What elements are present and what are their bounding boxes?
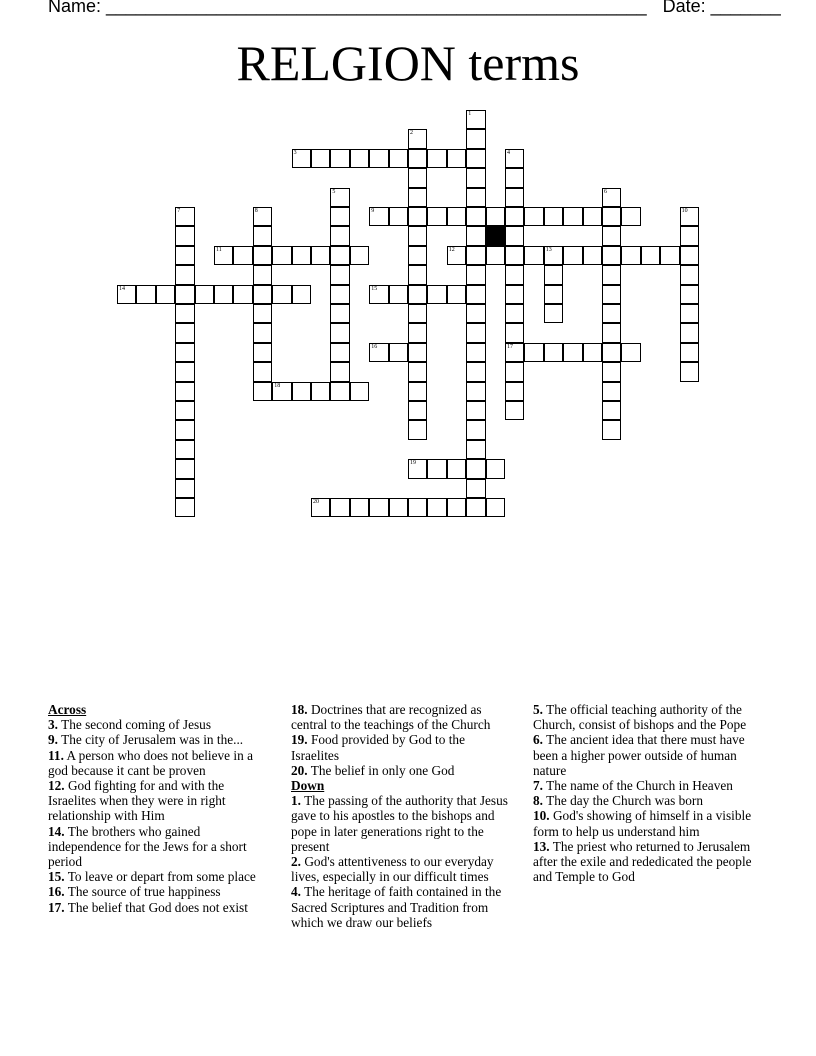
grid-cell[interactable] xyxy=(156,285,175,304)
grid-cell[interactable] xyxy=(175,246,194,265)
grid-cell[interactable] xyxy=(408,459,427,478)
clue-across-9: 9. The city of Jerusalem was in the... xyxy=(48,732,244,748)
grid-cell[interactable] xyxy=(466,226,485,245)
grid-cell[interactable] xyxy=(292,149,311,168)
clue-down-4: 4. The heritage of faith contained in the Sacred Scriptures and Tradition from which we draw our beliefs xyxy=(291,884,502,930)
grid-cell[interactable] xyxy=(447,498,466,517)
grid-cell[interactable] xyxy=(330,285,349,304)
grid-cell[interactable] xyxy=(680,246,699,265)
black-cell xyxy=(486,226,505,245)
grid-cell[interactable] xyxy=(253,207,272,226)
page-title: RELGION terms xyxy=(236,35,580,91)
grid-cell[interactable] xyxy=(253,362,272,381)
grid-cell[interactable] xyxy=(602,246,621,265)
clue-number: 15 xyxy=(371,285,378,292)
grid-cell[interactable] xyxy=(369,207,388,226)
grid-cell[interactable] xyxy=(524,207,543,226)
grid-cell[interactable] xyxy=(486,207,505,226)
grid-cell[interactable] xyxy=(427,207,446,226)
grid-cell[interactable] xyxy=(330,382,349,401)
grid-cell[interactable] xyxy=(175,207,194,226)
grid-cell[interactable] xyxy=(214,246,233,265)
grid-cell[interactable] xyxy=(447,285,466,304)
grid-cell[interactable] xyxy=(505,188,524,207)
grid-cell[interactable] xyxy=(408,285,427,304)
grid-cell[interactable] xyxy=(408,420,427,439)
clue-number: 16 xyxy=(371,343,378,350)
grid-cell[interactable] xyxy=(505,362,524,381)
grid-cell[interactable] xyxy=(408,401,427,420)
grid-cell[interactable] xyxy=(408,188,427,207)
clue-number: 17 xyxy=(507,343,513,350)
grid-cell[interactable] xyxy=(621,343,640,362)
date-field[interactable]: Date: _______ xyxy=(662,0,781,16)
grid-cell[interactable] xyxy=(524,246,543,265)
grid-cell[interactable] xyxy=(233,246,252,265)
grid-cell[interactable] xyxy=(175,420,194,439)
clue-number: 9 xyxy=(371,208,375,214)
grid-cell[interactable] xyxy=(311,246,330,265)
grid-cell[interactable] xyxy=(544,207,563,226)
grid-cell[interactable] xyxy=(466,149,485,168)
name-field[interactable]: Name: ______________________________________________________ xyxy=(48,0,647,16)
clue-number: 13 xyxy=(545,246,552,253)
clue-across-11: 11. A person who does not believe in a god because it cant be proven xyxy=(48,747,253,778)
grid-cell[interactable] xyxy=(466,304,485,323)
clue-number: 5 xyxy=(332,188,336,195)
grid-cell[interactable] xyxy=(117,285,136,304)
grid-cell[interactable] xyxy=(466,498,485,517)
grid-cell[interactable] xyxy=(466,285,485,304)
grid-cell[interactable] xyxy=(466,188,485,207)
grid-cell[interactable] xyxy=(563,343,582,362)
grid-cell[interactable] xyxy=(427,459,446,478)
grid-cell[interactable] xyxy=(563,246,582,265)
clues-column-3 xyxy=(533,702,765,884)
grid-cell[interactable] xyxy=(272,285,291,304)
grid-cell[interactable] xyxy=(505,226,524,245)
grid-cell[interactable] xyxy=(583,343,602,362)
grid-cell[interactable] xyxy=(330,207,349,226)
grid-cell[interactable] xyxy=(311,382,330,401)
clue-number: 7 xyxy=(177,208,181,214)
grid-cell[interactable] xyxy=(602,226,621,245)
grid-cell[interactable] xyxy=(253,382,272,401)
down-heading: Down xyxy=(291,778,325,794)
grid-cell[interactable] xyxy=(505,323,524,342)
clue-number: 2 xyxy=(410,130,413,137)
grid-cell[interactable] xyxy=(680,323,699,342)
clue-number: 20 xyxy=(313,499,319,505)
grid-cell[interactable] xyxy=(214,285,233,304)
grid-cell[interactable] xyxy=(330,188,349,207)
grid-cell[interactable] xyxy=(175,265,194,284)
grid-cell[interactable] xyxy=(253,343,272,362)
grid-cell[interactable] xyxy=(330,362,349,381)
grid-cell[interactable] xyxy=(408,343,427,362)
grid-cell[interactable] xyxy=(330,498,349,517)
grid-cell[interactable] xyxy=(389,207,408,226)
grid-cell[interactable] xyxy=(563,207,582,226)
grid-cell[interactable] xyxy=(350,246,369,265)
clue-across-18: 18. Doctrines that are recognized as central to the teachings of the Church xyxy=(291,702,491,733)
grid-cell[interactable] xyxy=(389,149,408,168)
grid-cell[interactable] xyxy=(680,207,699,226)
clue-across-14: 14. The brothers who gained independence for the Jews for a short period xyxy=(48,823,247,870)
grid-cell[interactable] xyxy=(641,246,660,265)
across-heading: Across xyxy=(48,702,87,717)
grid-cell[interactable] xyxy=(466,110,485,129)
grid-cell[interactable] xyxy=(350,498,369,517)
grid-cell[interactable] xyxy=(680,343,699,362)
clue-number: 1 xyxy=(468,111,472,117)
grid-cell[interactable] xyxy=(505,207,524,226)
grid-cell[interactable] xyxy=(272,382,291,401)
grid-cell[interactable] xyxy=(408,226,427,245)
clue-across-16: 16. The source of true happiness xyxy=(48,884,221,900)
grid-cell[interactable] xyxy=(427,285,446,304)
grid-cell[interactable] xyxy=(330,149,349,168)
grid-cell[interactable] xyxy=(175,479,194,498)
grid-cell[interactable] xyxy=(330,246,349,265)
clue-number: 11 xyxy=(216,246,222,253)
clue-down-1: 1. The passing of the authority that Jesus gave to his apostles to the bishops and pope in later generations right to the present xyxy=(291,793,508,854)
grid-cell[interactable] xyxy=(253,246,272,265)
grid-cell[interactable] xyxy=(466,265,485,284)
grid-cell[interactable] xyxy=(524,343,543,362)
clue-down-13: 13. The priest who returned to Jerusalem after the exile and rededicated the people and Temple to God xyxy=(533,838,752,885)
grid-cell[interactable] xyxy=(389,343,408,362)
clue-down-2: 2. God's attentiveness to our everyday lives, especially in our difficult times xyxy=(291,854,494,885)
grid-cell[interactable] xyxy=(583,207,602,226)
grid-cell[interactable] xyxy=(486,246,505,265)
grid-cell[interactable] xyxy=(330,343,349,362)
grid-cell[interactable] xyxy=(544,265,563,284)
grid-cell[interactable] xyxy=(175,226,194,245)
clues-column-1 xyxy=(48,702,273,915)
grid-cell[interactable] xyxy=(369,285,388,304)
grid-cell[interactable] xyxy=(544,343,563,362)
grid-cell[interactable] xyxy=(466,440,485,459)
clue-down-8: 8. The day the Church was born xyxy=(533,793,704,809)
grid-cell[interactable] xyxy=(486,459,505,478)
grid-cell[interactable] xyxy=(602,323,621,342)
grid-cell[interactable] xyxy=(466,323,485,342)
grid-cell[interactable] xyxy=(466,401,485,420)
clue-number: 12 xyxy=(448,246,455,253)
grid-cell[interactable] xyxy=(680,285,699,304)
grid-cell[interactable] xyxy=(311,498,330,517)
grid-cell[interactable] xyxy=(408,498,427,517)
grid-cell[interactable] xyxy=(253,265,272,284)
grid-cell[interactable] xyxy=(292,246,311,265)
grid-cell[interactable] xyxy=(272,246,291,265)
clue-number: 10 xyxy=(681,208,688,214)
grid-cell[interactable] xyxy=(466,382,485,401)
grid-cell[interactable] xyxy=(175,498,194,517)
grid-cell[interactable] xyxy=(175,304,194,323)
grid-cell[interactable] xyxy=(466,246,485,265)
grid-cell[interactable] xyxy=(621,246,640,265)
clue-number: 19 xyxy=(410,460,416,467)
grid-cell[interactable] xyxy=(175,401,194,420)
grid-cell[interactable] xyxy=(466,207,485,226)
grid-cell[interactable] xyxy=(505,343,524,362)
grid-cell[interactable] xyxy=(486,498,505,517)
grid-cell[interactable] xyxy=(466,362,485,381)
grid-cell[interactable] xyxy=(389,285,408,304)
grid-cell[interactable] xyxy=(602,401,621,420)
grid-cell[interactable] xyxy=(427,498,446,517)
grid-cell[interactable] xyxy=(505,401,524,420)
clue-across-12: 12. God fighting for and with the Israelites when they were in right relationship with Him xyxy=(48,778,226,824)
grid-cell[interactable] xyxy=(408,323,427,342)
grid-cell[interactable] xyxy=(544,246,563,265)
grid-cell[interactable] xyxy=(369,343,388,362)
grid-cell[interactable] xyxy=(680,226,699,245)
grid-cell[interactable] xyxy=(602,207,621,226)
grid-cell[interactable] xyxy=(447,246,466,265)
grid-cell[interactable] xyxy=(602,382,621,401)
grid-cell[interactable] xyxy=(195,285,214,304)
grid-cell[interactable] xyxy=(233,285,252,304)
grid-cell[interactable] xyxy=(330,226,349,245)
grid-cell[interactable] xyxy=(466,479,485,498)
grid-cell[interactable] xyxy=(680,304,699,323)
grid-cell[interactable] xyxy=(389,498,408,517)
grid-cell[interactable] xyxy=(292,382,311,401)
grid-cell[interactable] xyxy=(466,420,485,439)
grid-cell[interactable] xyxy=(408,149,427,168)
grid-cell[interactable] xyxy=(544,304,563,323)
grid-cell[interactable] xyxy=(292,285,311,304)
clue-down-7: 7. The name of the Church in Heaven xyxy=(533,778,733,794)
grid-cell[interactable] xyxy=(408,265,427,284)
grid-cell[interactable] xyxy=(505,382,524,401)
grid-cell[interactable] xyxy=(447,207,466,226)
grid-cell[interactable] xyxy=(408,129,427,148)
grid-cell[interactable] xyxy=(175,343,194,362)
grid-cell[interactable] xyxy=(505,149,524,168)
grid-cell[interactable] xyxy=(330,265,349,284)
clue-number: 3 xyxy=(293,149,297,156)
grid-cell[interactable] xyxy=(175,323,194,342)
grid-cell[interactable] xyxy=(408,207,427,226)
grid-cell[interactable] xyxy=(505,246,524,265)
grid-cell[interactable] xyxy=(253,285,272,304)
grid-cell[interactable] xyxy=(369,498,388,517)
grid-cell[interactable] xyxy=(408,304,427,323)
clue-down-6: 6. The ancient idea that there must have been a higher power outside of human nature xyxy=(533,732,745,778)
clue-across-20: 20. The belief in only one God xyxy=(291,762,455,778)
grid-cell[interactable] xyxy=(350,382,369,401)
grid-cell[interactable] xyxy=(505,265,524,284)
grid-cell[interactable] xyxy=(136,285,155,304)
grid-cell[interactable] xyxy=(680,265,699,284)
grid-cell[interactable] xyxy=(466,459,485,478)
clue-across-17: 17. The belief that God does not exist xyxy=(48,899,248,915)
grid-cell[interactable] xyxy=(311,149,330,168)
grid-cell[interactable] xyxy=(253,304,272,323)
grid-cell[interactable] xyxy=(408,168,427,187)
grid-cell[interactable] xyxy=(680,362,699,381)
grid-cell[interactable] xyxy=(466,168,485,187)
grid-cell[interactable] xyxy=(602,285,621,304)
grid-cell[interactable] xyxy=(350,149,369,168)
grid-cell[interactable] xyxy=(447,459,466,478)
grid-cell[interactable] xyxy=(583,246,602,265)
grid-cell[interactable] xyxy=(175,440,194,459)
clue-across-15: 15. To leave or depart from some place xyxy=(48,869,256,885)
grid-cell[interactable] xyxy=(660,246,679,265)
grid-cell[interactable] xyxy=(175,362,194,381)
grid-cell[interactable] xyxy=(602,420,621,439)
grid-cell[interactable] xyxy=(466,343,485,362)
grid-cell[interactable] xyxy=(330,323,349,342)
grid-cell[interactable] xyxy=(505,304,524,323)
clues-column-2 xyxy=(291,702,516,930)
grid-cell[interactable] xyxy=(602,265,621,284)
grid-cell[interactable] xyxy=(544,285,563,304)
grid-cell[interactable] xyxy=(369,149,388,168)
grid-cell[interactable] xyxy=(175,459,194,478)
grid-cell[interactable] xyxy=(602,188,621,207)
grid-cell[interactable] xyxy=(408,246,427,265)
clue-number: 14 xyxy=(119,285,125,292)
clue-number: 4 xyxy=(507,149,510,156)
grid-cell[interactable] xyxy=(505,285,524,304)
grid-cell[interactable] xyxy=(408,362,427,381)
clue-down-10: 10. God's showing of himself in a visible form to help us understand him xyxy=(533,808,752,839)
grid-cell[interactable] xyxy=(253,323,272,342)
clue-across-3: 3. The second coming of Jesus xyxy=(48,717,212,733)
clue-number: 6 xyxy=(604,188,607,195)
grid-cell[interactable] xyxy=(175,285,194,304)
grid-cell[interactable] xyxy=(175,382,194,401)
grid-cell[interactable] xyxy=(621,207,640,226)
grid-cell[interactable] xyxy=(427,149,446,168)
clue-number: 8 xyxy=(254,208,258,214)
grid-cell[interactable] xyxy=(602,304,621,323)
grid-cell[interactable] xyxy=(602,362,621,381)
grid-cell[interactable] xyxy=(253,226,272,245)
grid-cell[interactable] xyxy=(466,129,485,148)
clue-number: 18 xyxy=(274,382,281,389)
clue-across-19: 19. Food provided by God to the Israelites xyxy=(291,732,465,763)
grid-cell[interactable] xyxy=(408,382,427,401)
grid-cell[interactable] xyxy=(505,168,524,187)
grid-cell[interactable] xyxy=(447,149,466,168)
grid-cell[interactable] xyxy=(330,304,349,323)
grid-cell[interactable] xyxy=(602,343,621,362)
clue-down-5: 5. The official teaching authority of the Church, consist of bishops and the Pope xyxy=(533,702,747,733)
